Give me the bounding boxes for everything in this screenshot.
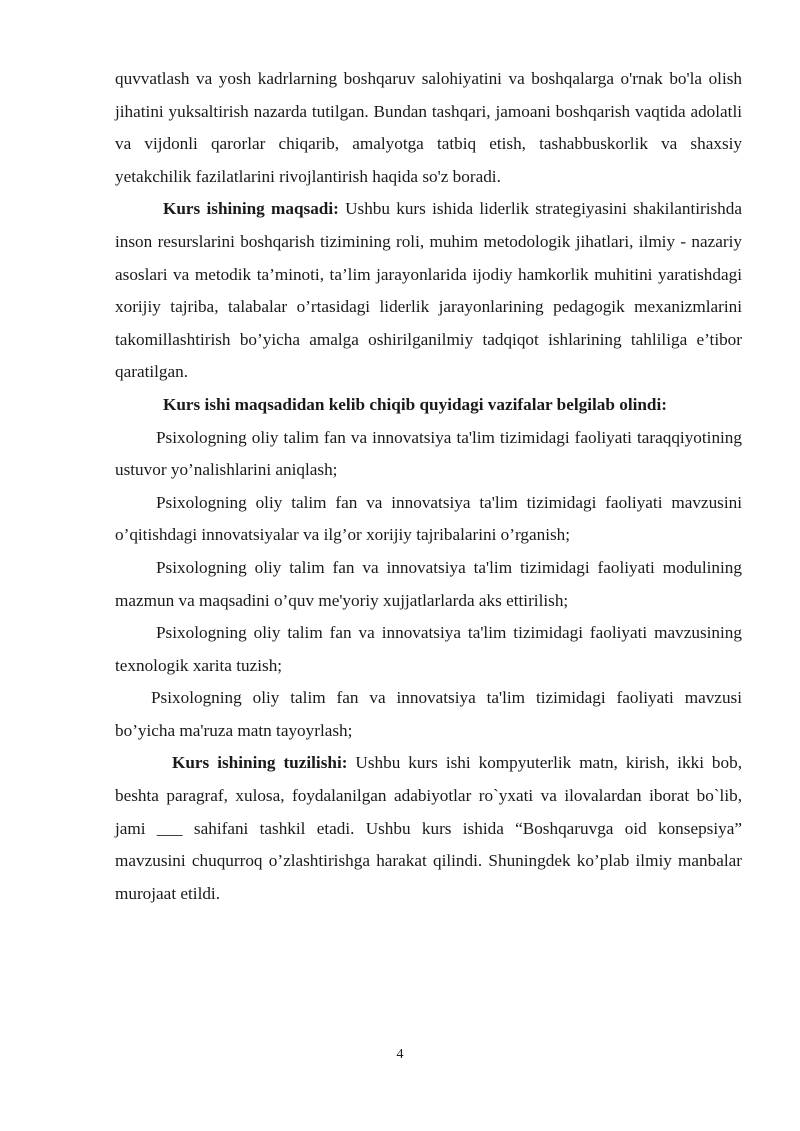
paragraph-text: Ushbu kurs ishida liderlik strategiyasini shakilantirishda inson resurslarini boshqarish tizimining roli, muhim metodologik jihatlari, ilmiy - nazariy asoslari va metodik ta’minoti, ta’lim jarayonlarida ijodiy hamkorlik muhitini yaratishdagi xorijiy tajriba, talabalar o’rtasidagi liderlik jarayonlarining pedagogik mexanizmlarini takomillashtirish bo’yicha amalga oshirilganilmiy tadqiqot ishlarining tahliliga e’tibor qaratilgan. <box>115 199 742 382</box>
tasks-heading <box>115 389 742 422</box>
course-structure-label: Kurs ishining tuzilishi: <box>172 753 348 773</box>
task-text: Psixologning oliy talim fan va innovatsiya ta'lim tizimidagi faoliyati mavzusi bo’yicha ma'ruza matn tayoyrlash; <box>115 688 742 740</box>
course-goal-label: Kurs ishining maqsadi: <box>163 199 339 219</box>
paragraph-course-goal <box>115 193 742 389</box>
document-body <box>115 63 742 910</box>
tasks-heading-text: Kurs ishi maqsadidan kelib chiqib quyidagi vazifalar belgilab olindi: <box>163 394 667 414</box>
page-number: 4 <box>396 1047 404 1062</box>
paragraph-intro-continuation <box>115 63 742 193</box>
task-item-2 <box>115 487 742 552</box>
task-text: Psixologning oliy talim fan va innovatsiya ta'lim tizimidagi faoliyati mavzusining texnologik xarita tuzish; <box>115 623 742 675</box>
paragraph-text: Ushbu kurs ishi kompyuterlik matn, kirish, ikki bob, beshta paragraf, xulosa, foydalanilgan adabiyotlar ro`yxati va ilovalardan iborat bo`lib, jami ___ sahifani tashkil etadi. Ushbu kurs ishida “Boshqaruvga oid konsepsiya” mavzusini chuqurroq o’zlashtirishga harakat qilindi. Shuningdek ko’plab ilmiy manbalar murojaat etildi. <box>115 753 743 903</box>
task-item-3 <box>115 552 742 617</box>
task-text: Psixologning oliy talim fan va innovatsiya ta'lim tizimidagi faoliyati mavzusini o’qitishdagi innovatsiyalar va ilg’or xorijiy tajribalarini o’rganish; <box>115 492 742 545</box>
task-item-1 <box>115 422 742 487</box>
task-item-5 <box>115 682 742 747</box>
task-text: Psixologning oliy talim fan va innovatsiya ta'lim tizimidagi faoliyati modulining mazmun va maqsadini o’quv me'yoriy xujjatlarlarda aks ettirilish; <box>115 557 742 610</box>
task-text: Psixologning oliy talim fan va innovatsiya ta'lim tizimidagi faoliyati taraqqiyotining ustuvor yo’nalishlarini aniqlash; <box>115 427 742 480</box>
paragraph-course-structure <box>115 747 742 910</box>
paragraph-text: quvvatlash va yosh kadrlarning boshqaruv salohiyatini va boshqalarga o'rnak bo'la olish jihatini yuksaltirish nazarda tutilgan. Bundan tashqari, jamoani boshqarish vaqtida adolatli va vijdonli qarorlar chiqarib, amalyotga tatbiq etish, tashabbuskorlik va shaxsiy yetakchilik fazilatlarini rivojlantirish haqida so'z boradi. <box>115 69 742 186</box>
task-item-4 <box>115 617 742 682</box>
